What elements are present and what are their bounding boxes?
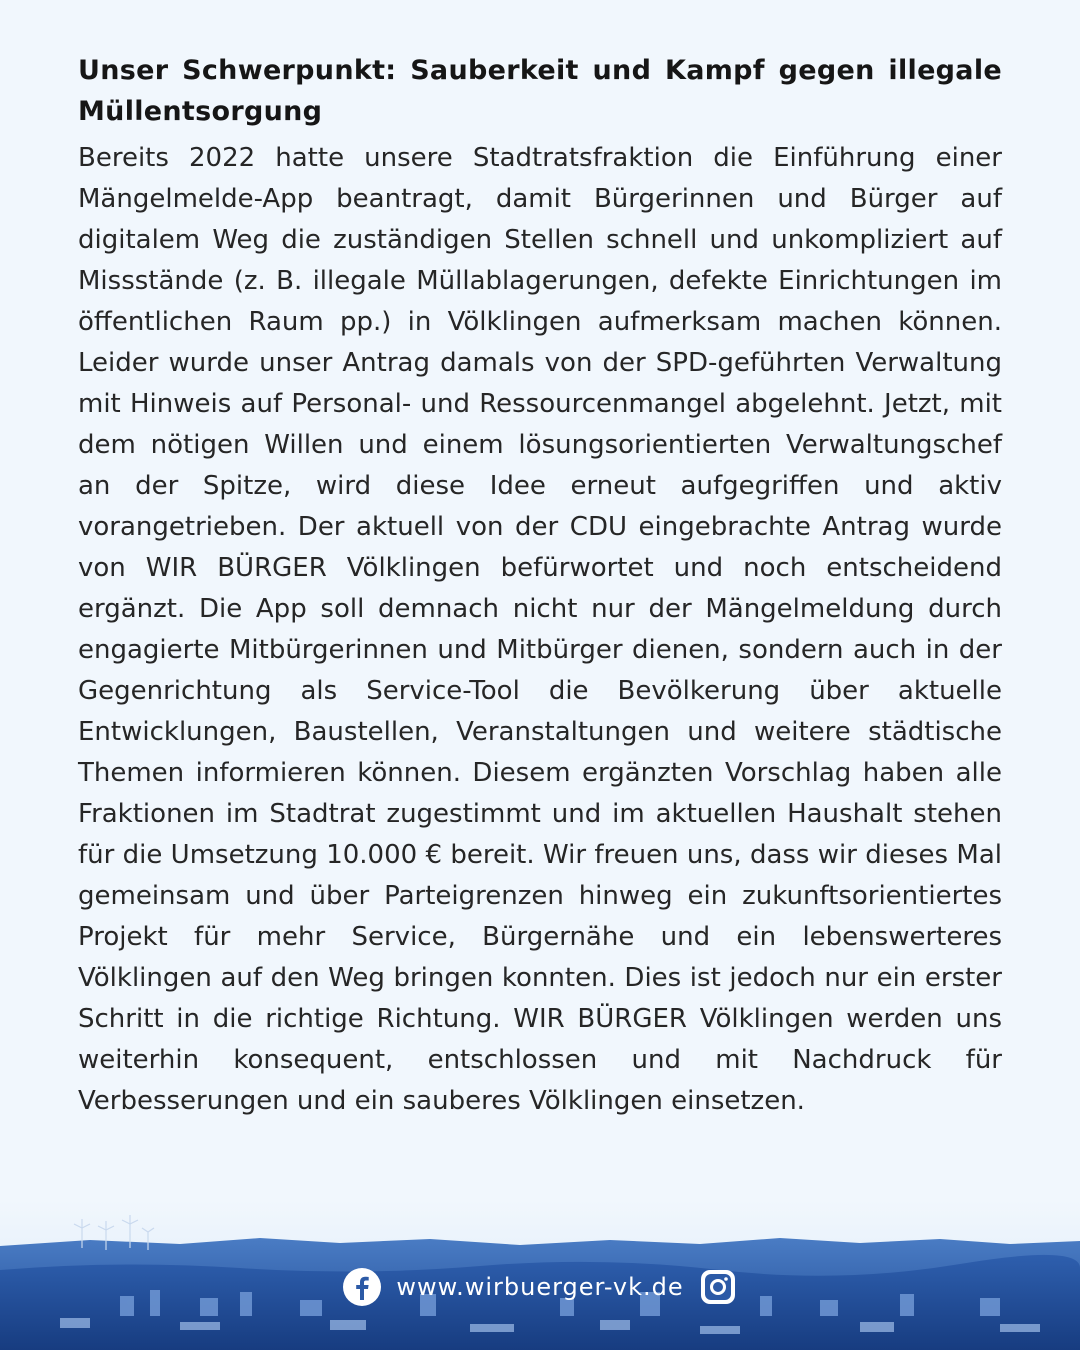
article-body: Bereits 2022 hatte unsere Stadtratsfraktion die Einführung einer Mängelmelde-App beantragt, damit Bürgerinnen und Bürger auf digitalem Weg die zuständigen Stellen schnell und unkompliziert auf Missstände (z. B. illegale Müllablagerungen, defekte Einrichtungen im öffentlichen Raum pp.) in Völklingen aufmerksam machen können. Leider wurde unser Antrag damals von der SPD-geführten Verwaltung mit Hinweis auf Personal- und Ressourcenmangel abgelehnt. Jetzt, mit dem nötigen Willen und einem lösungsorientierten Verwaltungschef an der Spitze, wird diese Idee erneut aufgegriffen und aktiv vorangetrieben. Der aktuell von der CDU eingebrachte Antrag wurde von WIR BÜRGER Völklingen befürwortet und noch entscheidend ergänzt. Die App soll demnach nicht nur der Mängelmeldung durch engagierte Mitbürgerinnen und Mitbürger dienen, sondern auch in der Gegenrichtung als Service-Tool die Bevölkerung über aktuelle Entwicklungen, Baustellen, Veranstaltungen und weitere städtische Themen informieren können. Diesem ergänzten Vorschlag haben alle Fraktionen im Stadtrat zugestimmt und im aktuellen Haushalt stehen für die Umsetzung 10.000 € bereit. Wir freuen uns, dass wir dieses Mal gemeinsam und über Parteigrenzen hinweg ein zukunftsorientiertes Projekt für mehr Service, Bürgernähe und ein lebenswerteres Völklingen auf den Weg bringen konnten. Dies ist jedoch nur ein erster Schritt in die richtige Richtung. WIR BÜRGER Völklingen werden uns weiterhin konsequent, entschlossen und mit Nachdruck für Verbesserungen und ein sauberes Völklingen einsetzen. [78, 143, 1002, 1116]
article [78, 50, 1002, 1122]
website-url[interactable]: www.wirbuerger-vk.de [396, 1273, 684, 1301]
social-bar [0, 1266, 1080, 1308]
facebook-icon[interactable] [342, 1267, 382, 1307]
instagram-icon[interactable] [698, 1267, 738, 1307]
article-headline: Unser Schwerpunkt: Sauberkeit und Kampf gegen illegale Müllentsorgung [78, 55, 1002, 127]
